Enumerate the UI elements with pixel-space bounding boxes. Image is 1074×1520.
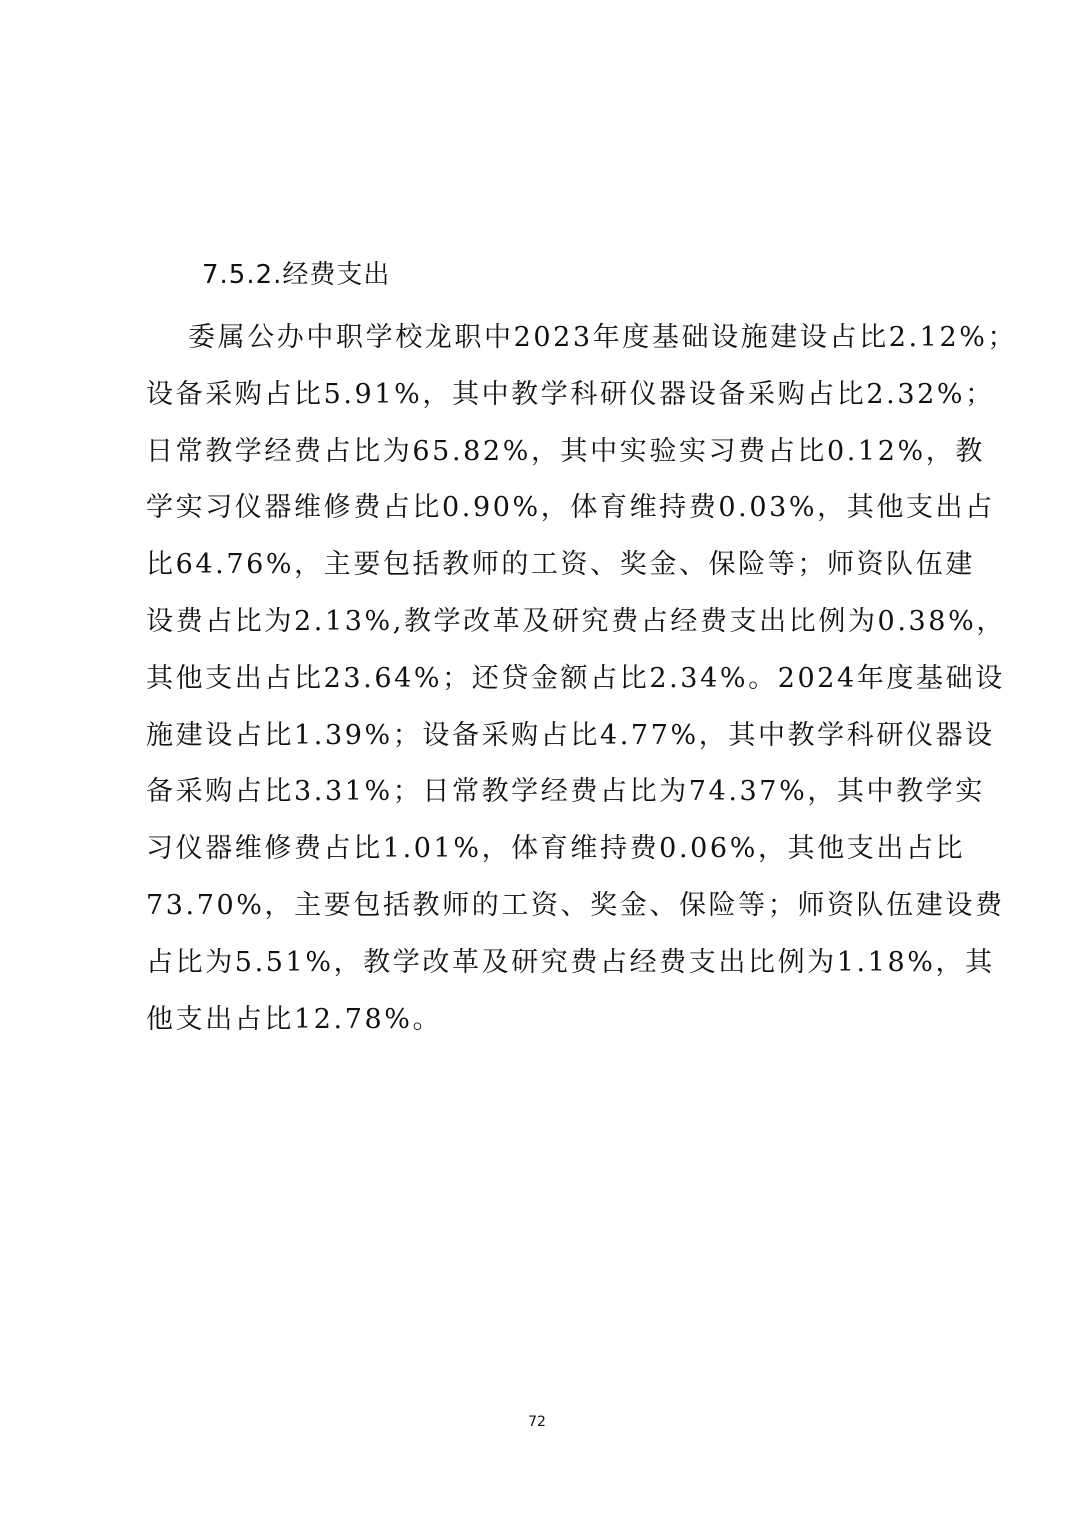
paragraph-line: 备采购占比3.31%；日常教学经费占比为74.37%，其中教学实 [146, 776, 985, 808]
page-number: 72 [528, 1414, 546, 1430]
paragraph-line: 占比为5.51%，教学改革及研究费占经费支出比例为1.18%，其 [146, 946, 995, 978]
paragraph-line: 其他支出占比23.64%；还贷金额占比2.34%。2024年度基础设 [146, 662, 1005, 694]
paragraph-line: 日常教学经费占比为65.82%，其中实验实习费占比0.12%，教 [146, 435, 985, 467]
paragraph-line: 比64.76%，主要包括教师的工资、奖金、保险等；师资队伍建 [146, 549, 975, 581]
section-heading: 7.5.2.经费支出 [202, 260, 391, 290]
paragraph-line: 习仪器维修费占比1.01%，体育维持费0.06%，其他支出占比 [146, 833, 966, 865]
paragraph-line: 学实习仪器维修费占比0.90%，体育维持费0.03%，其他支出占 [146, 492, 995, 524]
paragraph-line: 施建设占比1.39%；设备采购占比4.77%，其中教学科研仪器设 [146, 719, 995, 751]
paragraph-line: 73.70%，主要包括教师的工资、奖金、保险等；师资队伍建设费 [146, 889, 1005, 921]
paragraph-line: 委属公办中职学校龙职中2023年度基础设施建设占比2.12%； [188, 322, 1018, 353]
paragraph-line: 他支出占比12.78%。 [146, 1003, 443, 1035]
paragraph-expenditure [146, 310, 1018, 1048]
paragraph-line: 设备采购占比5.91%，其中教学科研仪器设备采购占比2.32%； [146, 378, 995, 410]
paragraph-line: 设费占比为2.13%,教学改革及研究费占经费支出比例为0.38%， [146, 605, 1006, 637]
